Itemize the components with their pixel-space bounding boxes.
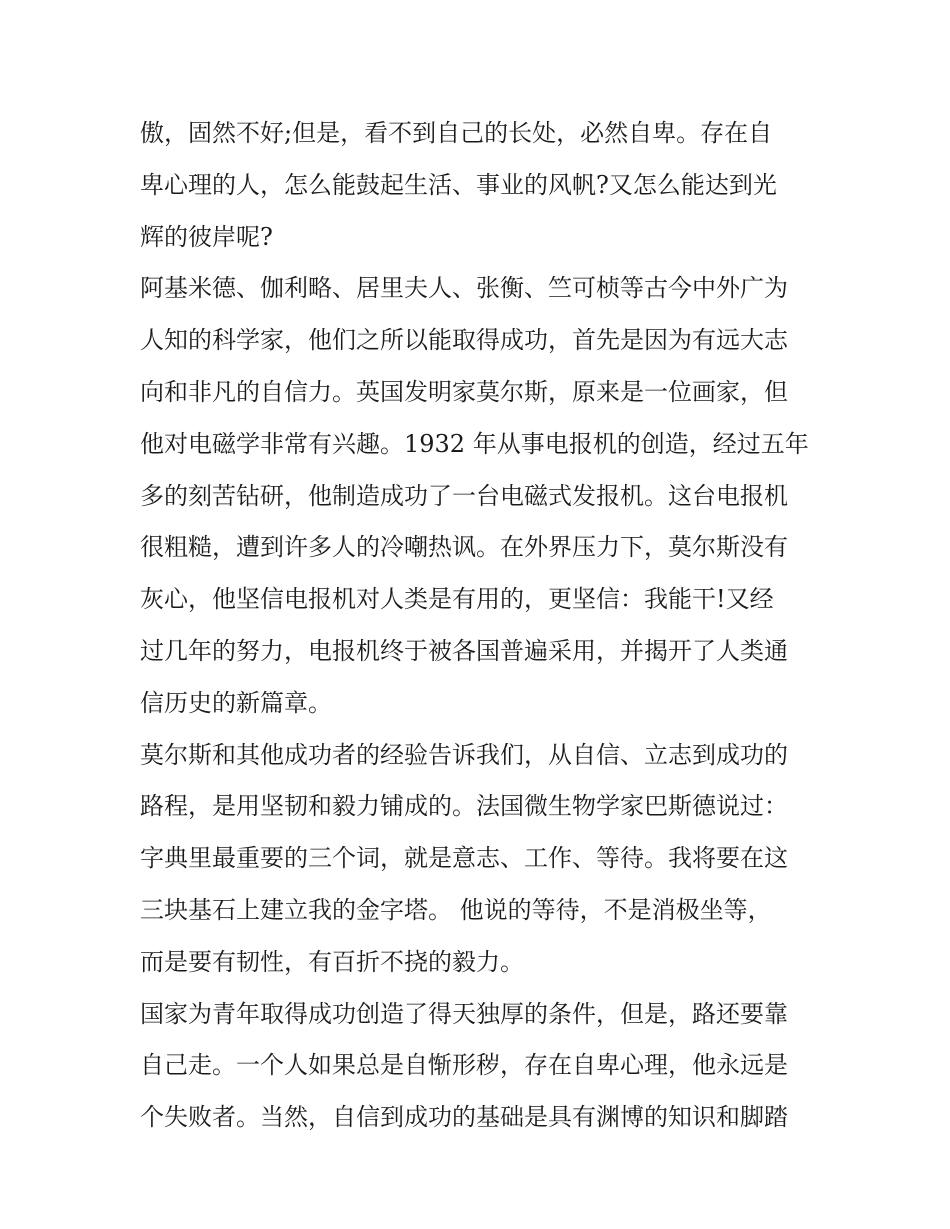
- text-line: 他对电磁学非常有兴趣。1932 年从事电报机的创造，经过五年: [140, 429, 809, 458]
- text-line: 向和非凡的自信力。英国发明家莫尔斯，原来是一位画家，但: [140, 377, 788, 406]
- text-line: 过几年的努力，电报机终于被各国普遍采用，并揭开了人类通: [140, 636, 788, 665]
- document-body: [140, 108, 820, 1144]
- text-line: 三块基石上建立我的金字塔。 他说的等待，不是消极坐等，: [140, 895, 772, 924]
- text-line: 辉的彼岸呢?: [140, 222, 273, 251]
- text-line: 卑心理的人，怎么能鼓起生活、事业的风帆?又怎么能达到光: [140, 170, 777, 199]
- text-line: 人知的科学家，他们之所以能取得成功，首先是因为有远大志: [140, 326, 788, 355]
- text-line: 很粗糙，遭到许多人的冷嘲热讽。在外界压力下，莫尔斯没有: [140, 533, 788, 562]
- text-line: 傲，固然不好;但是，看不到自己的长处，必然自卑。存在自: [140, 119, 773, 147]
- text-line: 个失败者。当然，自信到成功的基础是具有渊博的知识和脚踏: [140, 1103, 788, 1132]
- text-line: 而是要有韧性，有百折不挠的毅力。: [140, 947, 524, 976]
- text-line: 信历史的新篇章。: [140, 688, 332, 717]
- text-line: 莫尔斯和其他成功者的经验告诉我们，从自信、立志到成功的: [140, 740, 788, 769]
- text-line: 灰心，他坚信电报机对人类是有用的，更坚信：我能干!又经: [140, 585, 774, 614]
- text-line: 多的刻苦钻研，他制造成功了一台电磁式发报机。这台电报机: [140, 481, 788, 510]
- text-line: 国家为青年取得成功创造了得天独厚的条件，但是，路还要靠: [140, 999, 788, 1028]
- text-line: 字典里最重要的三个词，就是意志、工作、等待。我将要在这: [140, 844, 788, 873]
- text-line: 自己走。一个人如果总是自惭形秽，存在自卑心理，他永远是: [140, 1051, 788, 1080]
- text-line: 路程，是用坚韧和毅力铺成的。法国微生物学家巴斯德说过：: [140, 792, 788, 821]
- text-line: 阿基米德、伽利略、居里夫人、张衡、竺可桢等古今中外广为: [140, 274, 788, 303]
